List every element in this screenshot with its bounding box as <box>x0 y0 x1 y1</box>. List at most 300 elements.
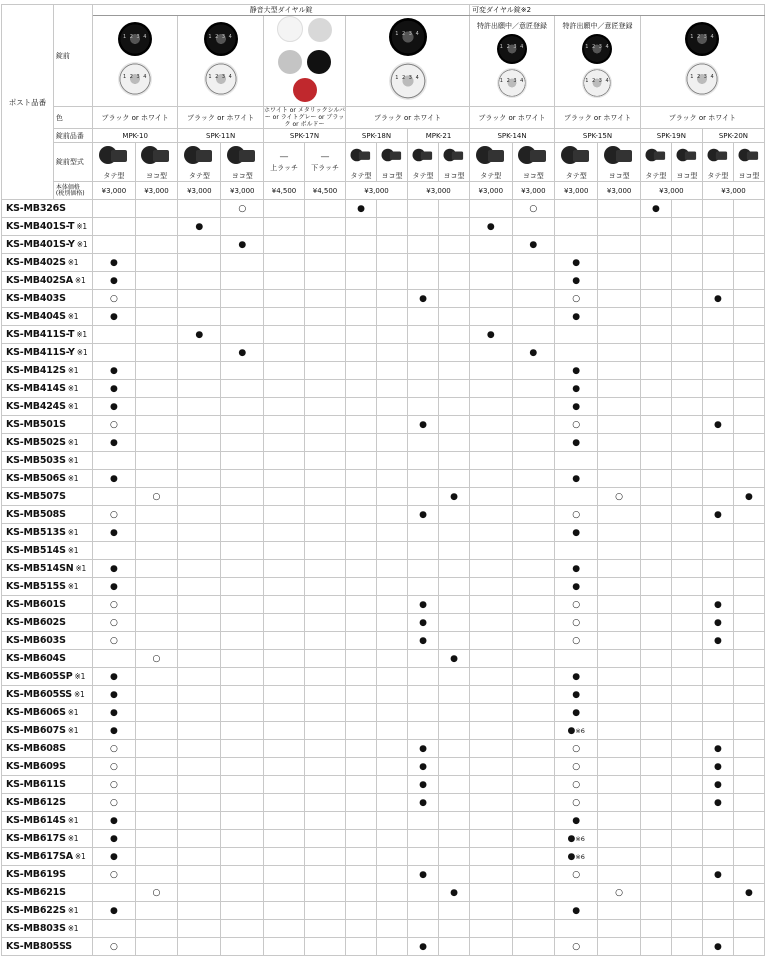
compat-cell <box>733 704 764 722</box>
compat-cell <box>93 236 136 254</box>
compat-cell <box>512 686 555 704</box>
compat-cell <box>221 938 264 956</box>
compat-cell <box>408 920 439 938</box>
compat-filled-mark: ● <box>419 761 427 772</box>
compat-cell <box>178 542 221 560</box>
compat-cell <box>346 650 377 668</box>
compat-cell <box>305 218 346 236</box>
compat-cell <box>640 668 671 686</box>
compat-cell <box>135 758 178 776</box>
compat-cell <box>470 902 513 920</box>
compat-cell <box>346 218 377 236</box>
compat-cell <box>377 632 408 650</box>
compat-cell <box>702 362 733 380</box>
compat-cell <box>135 866 178 884</box>
post-note: ※1 <box>67 528 79 537</box>
post-name: KS-MB401S-Y <box>6 239 75 250</box>
compat-cell <box>671 416 702 434</box>
compat-cell <box>264 614 305 632</box>
compat-cell <box>93 380 136 398</box>
compat-cell <box>408 668 439 686</box>
compat-cell <box>178 416 221 434</box>
compat-cell <box>439 596 470 614</box>
post-name: KS-MB502S <box>6 437 66 448</box>
compat-cell <box>702 272 733 290</box>
compat-filled-mark: ● <box>419 779 427 790</box>
compat-cell <box>264 884 305 902</box>
post-name-cell <box>2 254 93 272</box>
compat-cell <box>470 938 513 956</box>
compat-cell <box>408 452 439 470</box>
compat-cell <box>264 398 305 416</box>
compat-cell <box>598 200 641 218</box>
compat-open-mark: ○ <box>109 941 118 952</box>
post-name-cell <box>2 470 93 488</box>
post-name: KS-MB621S <box>6 887 66 898</box>
compat-cell <box>178 614 221 632</box>
compat-cell <box>640 344 671 362</box>
compat-cell <box>439 272 470 290</box>
compat-cell <box>305 236 346 254</box>
compat-cell <box>305 398 346 416</box>
compat-cell <box>439 614 470 632</box>
post-name: KS-MB513S <box>6 527 66 538</box>
compat-cell <box>598 326 641 344</box>
compat-filled-mark: ● <box>567 851 576 862</box>
post-name-cell <box>2 830 93 848</box>
compat-cell <box>512 380 555 398</box>
compat-cell <box>221 776 264 794</box>
compat-cell <box>598 470 641 488</box>
compat-cell <box>640 740 671 758</box>
compat-cell <box>470 866 513 884</box>
compat-cell <box>346 848 377 866</box>
compat-cell <box>733 416 764 434</box>
compat-cell <box>178 380 221 398</box>
compat-cell <box>470 812 513 830</box>
compat-cell <box>93 938 136 956</box>
compat-filled-mark: ● <box>713 869 722 880</box>
compat-cell <box>640 272 671 290</box>
compat-cell <box>640 848 671 866</box>
compat-cell <box>439 218 470 236</box>
dial-lock-white-icon: 1 2 3 4 <box>389 62 427 100</box>
dial-lock-white-icon: 1 2 3 4 <box>118 62 152 96</box>
compat-open-mark: ○ <box>109 797 118 808</box>
compat-cell <box>470 920 513 938</box>
compat-cell <box>702 560 733 578</box>
compat-cell <box>555 380 598 398</box>
compat-cell <box>135 542 178 560</box>
compat-cell <box>346 398 377 416</box>
lock-type-cell <box>305 143 346 182</box>
compat-cell <box>671 902 702 920</box>
compat-open-mark: ○ <box>572 761 581 772</box>
compat-cell <box>733 920 764 938</box>
compat-cell <box>221 902 264 920</box>
compat-cell <box>264 542 305 560</box>
compat-cell <box>408 308 439 326</box>
compat-cell <box>470 740 513 758</box>
compat-cell <box>598 578 641 596</box>
compat-cell <box>439 398 470 416</box>
price-cell: ¥3,000 <box>702 182 764 200</box>
compat-cell <box>346 542 377 560</box>
compat-cell <box>555 830 598 848</box>
group-header-variable-dial: 可変ダイヤル錠※2 <box>470 5 765 16</box>
post-name: KS-MB611S <box>6 779 66 790</box>
lock-image-spk19n-spk20n <box>640 16 764 107</box>
compat-cell <box>93 542 136 560</box>
compat-cell <box>135 254 178 272</box>
price-cell: ¥3,000 <box>555 182 598 200</box>
compat-cell <box>305 884 346 902</box>
post-name-cell <box>2 416 93 434</box>
compat-cell <box>733 470 764 488</box>
price-cell: ¥3,000 <box>93 182 136 200</box>
compat-cell <box>439 812 470 830</box>
compat-cell <box>408 236 439 254</box>
price-cell: ¥4,500 <box>305 182 346 200</box>
post-note: ※1 <box>67 726 79 735</box>
compat-cell <box>346 758 377 776</box>
post-name-cell <box>2 542 93 560</box>
compat-cell <box>93 848 136 866</box>
compat-cell <box>346 722 377 740</box>
compat-cell <box>178 740 221 758</box>
compat-open-mark: ○ <box>615 887 624 898</box>
compat-cell <box>640 650 671 668</box>
compat-cell <box>470 236 513 254</box>
post-note: ※1 <box>67 474 79 483</box>
compat-cell <box>470 506 513 524</box>
compat-filled-mark: ● <box>745 491 753 502</box>
compat-cell <box>733 380 764 398</box>
compat-cell <box>671 938 702 956</box>
compat-cell <box>640 902 671 920</box>
compat-cell <box>93 218 136 236</box>
compat-cell <box>178 758 221 776</box>
post-name-cell <box>2 902 93 920</box>
compat-cell <box>178 794 221 812</box>
compat-cell <box>702 920 733 938</box>
lock-image-mpk10 <box>93 16 178 107</box>
compat-cell <box>671 272 702 290</box>
compat-cell <box>377 596 408 614</box>
compat-cell <box>221 560 264 578</box>
compat-cell <box>264 740 305 758</box>
compat-cell <box>640 218 671 236</box>
price-cell: ¥3,000 <box>598 182 641 200</box>
compat-cell <box>512 362 555 380</box>
compat-filled-mark: ● <box>195 329 204 340</box>
compat-cell <box>305 542 346 560</box>
compat-filled-mark: ● <box>419 599 427 610</box>
compat-cell <box>671 290 702 308</box>
compat-cell <box>733 938 764 956</box>
compat-cell <box>555 722 598 740</box>
compat-cell <box>93 740 136 758</box>
compat-cell <box>135 794 178 812</box>
compat-open-mark: ○ <box>109 617 118 628</box>
compat-cell <box>93 632 136 650</box>
compat-cell <box>702 488 733 506</box>
compat-cell <box>305 416 346 434</box>
compat-filled-mark: ● <box>572 905 581 916</box>
compat-cell <box>470 560 513 578</box>
post-note: ※1 <box>74 672 86 681</box>
compat-cell <box>512 452 555 470</box>
compat-cell <box>408 812 439 830</box>
compat-cell <box>512 524 555 542</box>
compat-cell <box>93 596 136 614</box>
compat-cell <box>221 740 264 758</box>
compat-cell <box>346 560 377 578</box>
post-note: ※1 <box>76 222 87 231</box>
compat-cell <box>470 344 513 362</box>
compat-cell <box>671 362 702 380</box>
compat-cell <box>377 542 408 560</box>
compat-cell <box>264 938 305 956</box>
compat-cell <box>733 524 764 542</box>
compat-cell <box>671 758 702 776</box>
lock-type-label: タテ型 <box>103 172 125 180</box>
compat-cell <box>377 668 408 686</box>
post-note: ※1 <box>67 924 79 933</box>
compat-cell <box>733 686 764 704</box>
compat-cell <box>470 848 513 866</box>
compat-cell <box>598 542 641 560</box>
compat-open-mark: ○ <box>238 203 247 214</box>
compat-cell <box>640 758 671 776</box>
compat-cell <box>305 200 346 218</box>
compat-cell <box>93 488 136 506</box>
compat-cell <box>598 830 641 848</box>
compat-cell <box>305 290 346 308</box>
compat-cell <box>702 632 733 650</box>
lock-type-label: ヨコ型 <box>145 172 167 180</box>
dial-lock-white-icon: 1 2 3 4 <box>685 62 719 96</box>
compat-cell <box>640 524 671 542</box>
compat-cell <box>135 290 178 308</box>
compat-cell <box>377 398 408 416</box>
compat-filled-mark: ● <box>109 527 118 538</box>
compat-cell <box>733 578 764 596</box>
compat-cell <box>135 326 178 344</box>
post-name: KS-MB803S <box>6 923 66 934</box>
lock-number: MPK-21 <box>408 129 470 143</box>
compat-filled-mark: ● <box>450 887 458 898</box>
compat-filled-mark: ● <box>419 941 427 952</box>
lock-mechanism-icon <box>351 147 372 162</box>
compat-cell <box>93 686 136 704</box>
compat-cell <box>439 236 470 254</box>
post-name-cell <box>2 200 93 218</box>
compat-cell <box>346 812 377 830</box>
compat-cell <box>598 488 641 506</box>
compat-cell <box>702 686 733 704</box>
post-name-cell <box>2 380 93 398</box>
post-name-cell <box>2 560 93 578</box>
compat-cell <box>346 290 377 308</box>
compat-filled-mark: ● <box>713 797 722 808</box>
compat-cell <box>555 290 598 308</box>
post-note: ※1 <box>67 312 79 321</box>
post-name-cell <box>2 704 93 722</box>
compat-cell <box>346 362 377 380</box>
lock-type-label: タテ型 <box>412 172 434 180</box>
post-number-header: ポスト品番 <box>2 5 54 200</box>
lock-type-label: タテ型 <box>480 172 502 180</box>
compat-cell <box>408 470 439 488</box>
compat-cell <box>178 686 221 704</box>
post-name: KS-MB805SS <box>6 941 72 952</box>
compat-cell <box>733 776 764 794</box>
compat-cell <box>733 452 764 470</box>
compat-cell <box>512 560 555 578</box>
compat-filled-mark: ● <box>109 365 118 376</box>
compat-cell <box>408 578 439 596</box>
compat-cell <box>264 200 305 218</box>
lock-type-cell <box>640 143 671 182</box>
compat-cell <box>346 704 377 722</box>
compat-cell <box>377 506 408 524</box>
compat-cell <box>305 722 346 740</box>
compat-cell <box>470 200 513 218</box>
compat-cell <box>470 308 513 326</box>
compat-cell <box>671 884 702 902</box>
compat-cell <box>346 632 377 650</box>
compat-cell <box>408 596 439 614</box>
compat-cell <box>93 506 136 524</box>
compat-cell <box>264 632 305 650</box>
compat-cell <box>702 614 733 632</box>
post-name-cell <box>2 308 93 326</box>
compat-cell <box>555 200 598 218</box>
compat-cell <box>555 614 598 632</box>
compat-cell <box>408 884 439 902</box>
compat-cell <box>377 740 408 758</box>
compat-cell <box>264 506 305 524</box>
post-name: KS-MB614S <box>6 815 66 826</box>
compat-cell <box>93 290 136 308</box>
post-name-cell <box>2 848 93 866</box>
compat-cell <box>671 668 702 686</box>
post-note: ※1 <box>67 834 79 843</box>
compat-cell <box>221 506 264 524</box>
compat-cell <box>408 434 439 452</box>
post-name-cell <box>2 632 93 650</box>
lock-type-cell <box>470 143 513 182</box>
compat-cell <box>733 632 764 650</box>
compat-cell <box>439 542 470 560</box>
compat-cell <box>135 812 178 830</box>
compat-cell <box>512 254 555 272</box>
post-note: ※1 <box>76 348 88 357</box>
compat-cell <box>512 488 555 506</box>
compat-cell <box>135 218 178 236</box>
compat-cell <box>305 758 346 776</box>
post-note: ※1 <box>74 276 86 285</box>
compat-filled-mark: ● <box>109 671 118 682</box>
compat-cell <box>305 344 346 362</box>
compat-cell <box>408 740 439 758</box>
compat-cell <box>439 938 470 956</box>
compat-cell <box>733 812 764 830</box>
compat-cell <box>305 560 346 578</box>
compat-cell <box>221 218 264 236</box>
post-name-cell <box>2 506 93 524</box>
compat-cell <box>377 614 408 632</box>
dial-lock-white-icon: 1 2 3 4 <box>582 68 612 98</box>
compat-cell <box>264 254 305 272</box>
lock-type-cell <box>377 143 408 182</box>
lock-type-label: ヨコ型 <box>231 172 253 180</box>
compat-cell <box>264 704 305 722</box>
post-name: KS-MB501S <box>6 419 66 430</box>
compat-cell <box>512 614 555 632</box>
compat-open-mark: ○ <box>152 491 161 502</box>
lock-type-cell <box>439 143 470 182</box>
compat-cell <box>377 434 408 452</box>
post-note: ※1 <box>67 258 79 267</box>
compat-filled-mark: ● <box>713 743 722 754</box>
post-note: ※1 <box>75 564 87 573</box>
compat-cell <box>512 938 555 956</box>
compat-cell <box>93 614 136 632</box>
compat-cell <box>555 812 598 830</box>
knob-black-icon <box>307 50 331 74</box>
compat-filled-mark: ● <box>529 347 538 358</box>
compat-cell <box>178 776 221 794</box>
compat-cell <box>178 632 221 650</box>
compat-cell <box>598 398 641 416</box>
compat-cell <box>470 542 513 560</box>
compat-cell <box>264 218 305 236</box>
compat-cell <box>377 578 408 596</box>
compat-filled-mark: ● <box>572 527 581 538</box>
compat-cell <box>702 668 733 686</box>
compat-filled-mark: ● <box>109 725 118 736</box>
compat-filled-mark: ● <box>109 851 118 862</box>
post-note: ※1 <box>67 582 79 591</box>
compat-cell <box>178 560 221 578</box>
compat-cell <box>135 632 178 650</box>
compat-cell <box>346 794 377 812</box>
compat-cell <box>598 524 641 542</box>
compat-cell <box>598 794 641 812</box>
compat-cell <box>221 326 264 344</box>
compat-filled-mark: ● <box>450 653 458 664</box>
compat-cell <box>346 524 377 542</box>
compat-cell <box>264 416 305 434</box>
compat-cell <box>555 362 598 380</box>
compat-cell <box>221 416 264 434</box>
compat-cell <box>671 614 702 632</box>
compat-cell <box>377 812 408 830</box>
compat-cell <box>470 578 513 596</box>
compat-cell <box>733 866 764 884</box>
compat-cell <box>178 308 221 326</box>
lock-number: MPK-10 <box>93 129 178 143</box>
compat-filled-mark: ● <box>419 635 427 646</box>
compat-cell <box>598 614 641 632</box>
compat-cell <box>702 848 733 866</box>
compat-cell <box>408 380 439 398</box>
compat-cell <box>135 650 178 668</box>
compat-filled-mark: ● <box>109 311 118 322</box>
compat-cell <box>640 812 671 830</box>
